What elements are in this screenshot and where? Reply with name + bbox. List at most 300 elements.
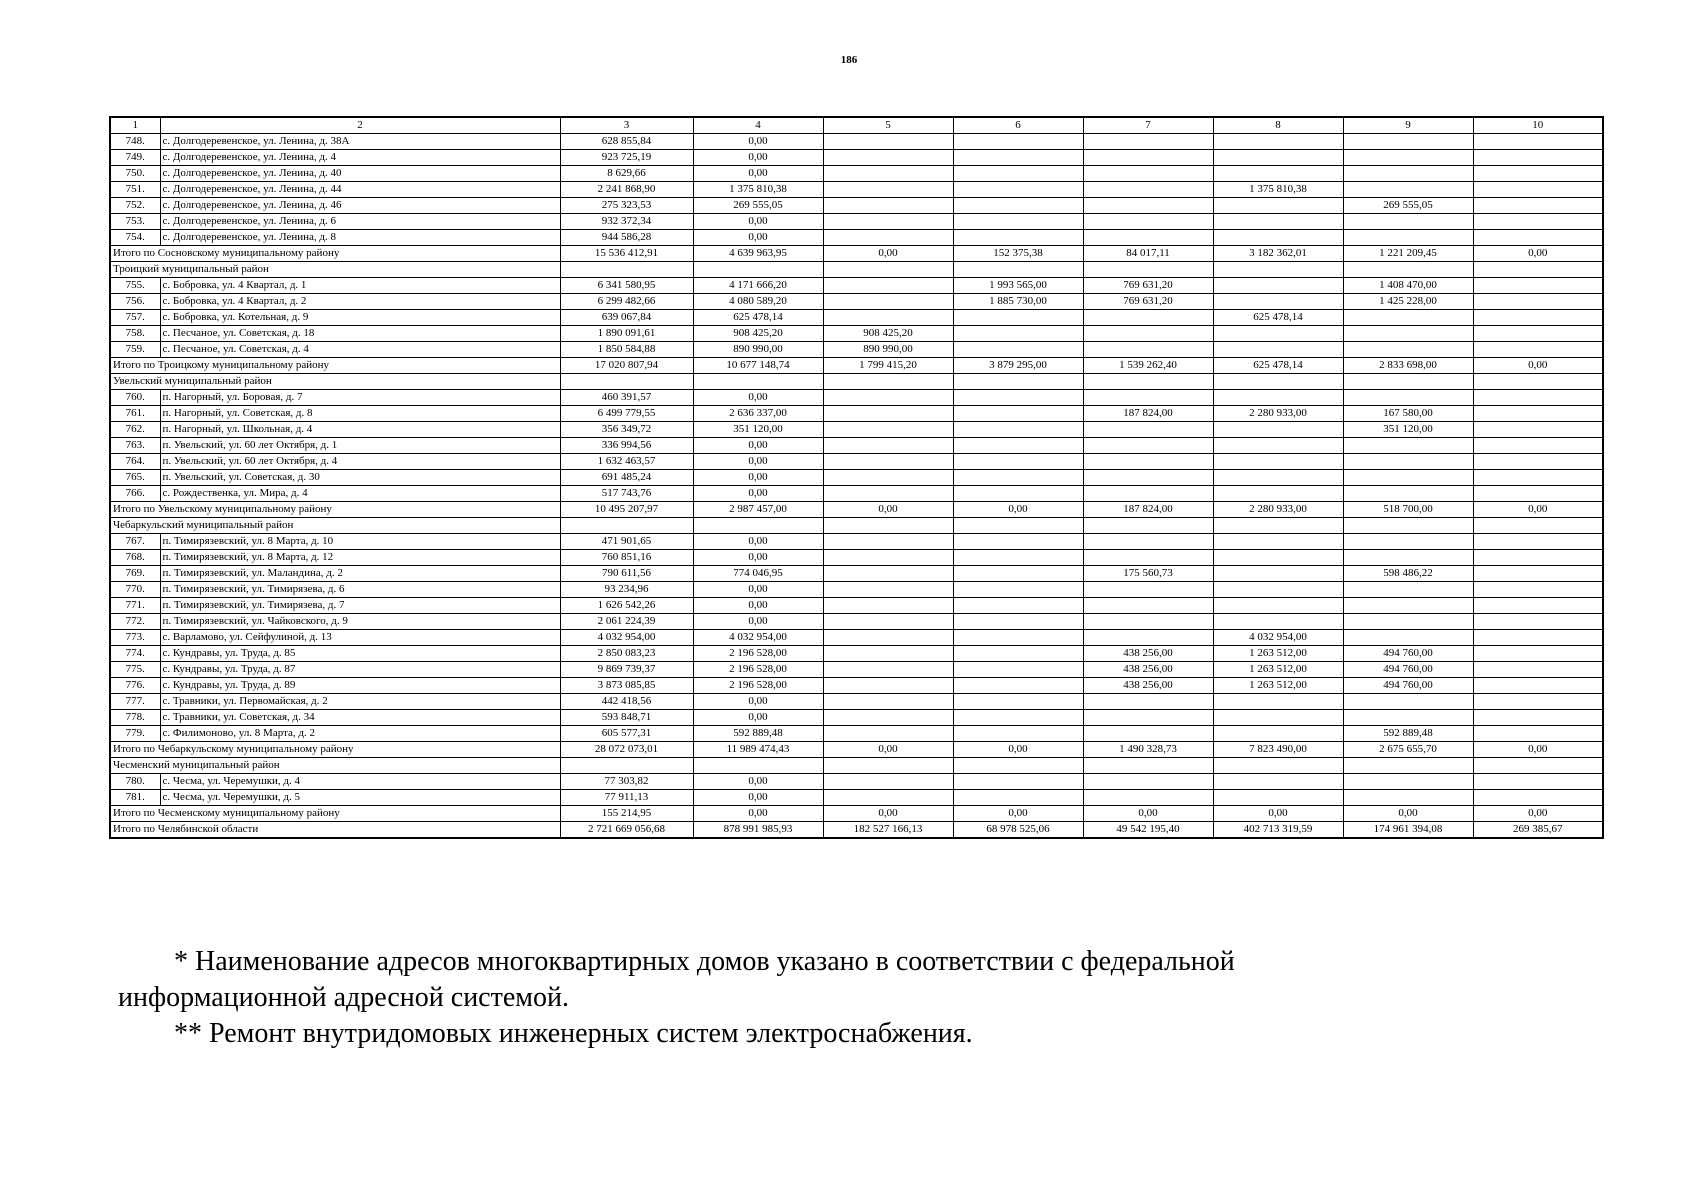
value-cell: 6 299 482,66 (560, 294, 693, 310)
value-cell (1473, 214, 1603, 230)
value-cell (823, 438, 953, 454)
empty-cell (560, 262, 693, 278)
value-cell (1083, 694, 1213, 710)
value-cell: 769 631,20 (1083, 294, 1213, 310)
value-cell (1083, 710, 1213, 726)
value-cell (1083, 598, 1213, 614)
value-cell (823, 406, 953, 422)
value-cell (953, 566, 1083, 582)
value-cell: 356 349,72 (560, 422, 693, 438)
row-number: 768. (110, 550, 160, 566)
empty-cell (823, 262, 953, 278)
value-cell (1473, 710, 1603, 726)
value-cell (1213, 470, 1343, 486)
value-cell (823, 134, 953, 150)
empty-cell (1343, 374, 1473, 390)
value-cell (823, 294, 953, 310)
value-cell: 4 032 954,00 (560, 630, 693, 646)
value-cell: 402 713 319,59 (1213, 822, 1343, 839)
value-cell: 0,00 (693, 790, 823, 806)
district-title: Увельский муниципальный район (110, 374, 560, 390)
value-cell (1343, 486, 1473, 502)
value-cell: 494 760,00 (1343, 646, 1473, 662)
value-cell (953, 342, 1083, 358)
footnote-2: ** Ремонт внутридомовых инженерных систем электроснабжения. (174, 1018, 973, 1049)
table-row (110, 214, 1603, 230)
address-cell: п. Тимирязевский, ул. 8 Марта, д. 10 (160, 534, 560, 550)
row-number: 770. (110, 582, 160, 598)
value-cell (953, 790, 1083, 806)
total-title: Итого по Троицкому муниципальному району (110, 358, 560, 374)
table-row (110, 566, 1603, 582)
value-cell (953, 182, 1083, 198)
value-cell: 0,00 (693, 486, 823, 502)
value-cell (823, 614, 953, 630)
value-cell (953, 326, 1083, 342)
empty-cell (823, 518, 953, 534)
address-cell: с. Кундравы, ул. Труда, д. 87 (160, 662, 560, 678)
value-cell (953, 534, 1083, 550)
table-row (110, 662, 1603, 678)
value-cell (1083, 310, 1213, 326)
table-row (110, 454, 1603, 470)
value-cell: 0,00 (1083, 806, 1213, 822)
value-cell (953, 310, 1083, 326)
value-cell (1083, 182, 1213, 198)
table-row (110, 230, 1603, 246)
grand-total-row (110, 822, 1603, 839)
value-cell: 0,00 (953, 502, 1083, 518)
value-cell: 0,00 (1213, 806, 1343, 822)
row-number: 764. (110, 454, 160, 470)
value-cell (1343, 390, 1473, 406)
value-cell: 471 901,65 (560, 534, 693, 550)
data-table (109, 116, 1604, 839)
empty-cell (1473, 758, 1603, 774)
value-cell: 0,00 (1473, 742, 1603, 758)
value-cell: 4 171 666,20 (693, 278, 823, 294)
value-cell (1213, 230, 1343, 246)
value-cell (1473, 470, 1603, 486)
value-cell: 1 408 470,00 (1343, 278, 1473, 294)
value-cell: 908 425,20 (823, 326, 953, 342)
page-number: 186 (840, 54, 858, 66)
total-title: Итого по Чесменскому муниципальному району (110, 806, 560, 822)
column-header: 4 (693, 117, 823, 134)
value-cell (1083, 630, 1213, 646)
value-cell: 4 080 589,20 (693, 294, 823, 310)
value-cell: 4 639 963,95 (693, 246, 823, 262)
value-cell: 438 256,00 (1083, 646, 1213, 662)
value-cell (953, 406, 1083, 422)
value-cell: 9 869 739,37 (560, 662, 693, 678)
district-header-row (110, 262, 1603, 278)
value-cell (1343, 230, 1473, 246)
column-header: 9 (1343, 117, 1473, 134)
value-cell: 518 700,00 (1343, 502, 1473, 518)
value-cell: 0,00 (1473, 806, 1603, 822)
value-cell: 0,00 (693, 390, 823, 406)
value-cell (1343, 630, 1473, 646)
value-cell (1213, 582, 1343, 598)
value-cell (953, 614, 1083, 630)
row-number: 760. (110, 390, 160, 406)
value-cell (953, 646, 1083, 662)
value-cell: 2 675 655,70 (1343, 742, 1473, 758)
value-cell: 3 879 295,00 (953, 358, 1083, 374)
value-cell: 1 263 512,00 (1213, 646, 1343, 662)
value-cell (1473, 534, 1603, 550)
table-row (110, 438, 1603, 454)
value-cell: 1 885 730,00 (953, 294, 1083, 310)
value-cell: 3 182 362,01 (1213, 246, 1343, 262)
value-cell: 2 987 457,00 (693, 502, 823, 518)
value-cell: 944 586,28 (560, 230, 693, 246)
value-cell: 8 629,66 (560, 166, 693, 182)
address-cell: п. Тимирязевский, ул. Тимирязева, д. 6 (160, 582, 560, 598)
value-cell (1083, 726, 1213, 742)
value-cell (1083, 470, 1213, 486)
value-cell (1343, 326, 1473, 342)
subtotal-row (110, 806, 1603, 822)
address-cell: с. Рождественка, ул. Мира, д. 4 (160, 486, 560, 502)
value-cell: 625 478,14 (1213, 358, 1343, 374)
value-cell: 890 990,00 (693, 342, 823, 358)
subtotal-row (110, 246, 1603, 262)
value-cell (1083, 486, 1213, 502)
row-number: 776. (110, 678, 160, 694)
value-cell (823, 150, 953, 166)
table-row (110, 470, 1603, 486)
value-cell: 0,00 (693, 550, 823, 566)
value-cell: 68 978 525,06 (953, 822, 1083, 839)
value-cell: 1 490 328,73 (1083, 742, 1213, 758)
value-cell (1083, 534, 1213, 550)
value-cell: 0,00 (693, 150, 823, 166)
value-cell: 593 848,71 (560, 710, 693, 726)
value-cell (1213, 134, 1343, 150)
address-cell: с. Песчаное, ул. Советская, д. 4 (160, 342, 560, 358)
value-cell (1213, 566, 1343, 582)
value-cell (953, 486, 1083, 502)
value-cell (1473, 694, 1603, 710)
value-cell (953, 150, 1083, 166)
value-cell (953, 774, 1083, 790)
value-cell (1213, 150, 1343, 166)
value-cell (1213, 166, 1343, 182)
value-cell: 1 425 228,00 (1343, 294, 1473, 310)
empty-cell (953, 518, 1083, 534)
row-number: 780. (110, 774, 160, 790)
value-cell (953, 726, 1083, 742)
table-row (110, 582, 1603, 598)
value-cell (823, 198, 953, 214)
value-cell: 0,00 (693, 598, 823, 614)
empty-cell (560, 758, 693, 774)
value-cell (1083, 774, 1213, 790)
value-cell (823, 582, 953, 598)
row-number: 751. (110, 182, 160, 198)
address-cell: с. Варламово, ул. Сейфулиной, д. 13 (160, 630, 560, 646)
row-number: 777. (110, 694, 160, 710)
value-cell (1473, 342, 1603, 358)
value-cell (1083, 614, 1213, 630)
value-cell (1473, 422, 1603, 438)
value-cell (1213, 390, 1343, 406)
value-cell (1213, 438, 1343, 454)
value-cell (1343, 774, 1473, 790)
district-header-row (110, 758, 1603, 774)
value-cell (1473, 646, 1603, 662)
value-cell (953, 710, 1083, 726)
value-cell: 1 890 091,61 (560, 326, 693, 342)
value-cell: 4 032 954,00 (693, 630, 823, 646)
value-cell: 2 241 868,90 (560, 182, 693, 198)
table-row (110, 630, 1603, 646)
address-cell: с. Песчаное, ул. Советская, д. 18 (160, 326, 560, 342)
row-number: 761. (110, 406, 160, 422)
value-cell (1213, 326, 1343, 342)
value-cell (1083, 582, 1213, 598)
row-number: 762. (110, 422, 160, 438)
column-header: 10 (1473, 117, 1603, 134)
value-cell (1473, 326, 1603, 342)
value-cell (1343, 310, 1473, 326)
value-cell (1083, 342, 1213, 358)
value-cell: 152 375,38 (953, 246, 1083, 262)
empty-cell (693, 758, 823, 774)
value-cell: 0,00 (693, 438, 823, 454)
table-row (110, 182, 1603, 198)
value-cell: 0,00 (823, 806, 953, 822)
row-number: 771. (110, 598, 160, 614)
value-cell (823, 454, 953, 470)
value-cell: 460 391,57 (560, 390, 693, 406)
value-cell: 0,00 (693, 694, 823, 710)
value-cell (823, 230, 953, 246)
value-cell: 605 577,31 (560, 726, 693, 742)
value-cell (1083, 422, 1213, 438)
value-cell (1473, 566, 1603, 582)
column-header: 2 (160, 117, 560, 134)
value-cell: 494 760,00 (1343, 662, 1473, 678)
value-cell (1473, 678, 1603, 694)
value-cell: 932 372,34 (560, 214, 693, 230)
row-number: 752. (110, 198, 160, 214)
address-cell: с. Чесма, ул. Черемушки, д. 5 (160, 790, 560, 806)
value-cell: 7 823 490,00 (1213, 742, 1343, 758)
value-cell (823, 422, 953, 438)
table-row (110, 534, 1603, 550)
value-cell (953, 214, 1083, 230)
value-cell: 0,00 (823, 742, 953, 758)
value-cell: 0,00 (693, 774, 823, 790)
value-cell (1473, 166, 1603, 182)
value-cell: 1 993 565,00 (953, 278, 1083, 294)
value-cell (1343, 710, 1473, 726)
value-cell: 77 911,13 (560, 790, 693, 806)
row-number: 750. (110, 166, 160, 182)
value-cell: 2 833 698,00 (1343, 358, 1473, 374)
address-cell: п. Увельский, ул. Советская, д. 30 (160, 470, 560, 486)
value-cell: 0,00 (693, 614, 823, 630)
value-cell (1343, 582, 1473, 598)
empty-cell (1083, 262, 1213, 278)
value-cell (1213, 198, 1343, 214)
value-cell: 769 631,20 (1083, 278, 1213, 294)
value-cell (1473, 582, 1603, 598)
value-cell: 923 725,19 (560, 150, 693, 166)
value-cell: 592 889,48 (693, 726, 823, 742)
table-row (110, 342, 1603, 358)
value-cell (953, 166, 1083, 182)
value-cell (1473, 598, 1603, 614)
address-cell: с. Бобровка, ул. 4 Квартал, д. 1 (160, 278, 560, 294)
value-cell (1083, 550, 1213, 566)
value-cell (1083, 230, 1213, 246)
value-cell: 351 120,00 (1343, 422, 1473, 438)
row-number: 749. (110, 150, 160, 166)
value-cell: 10 677 148,74 (693, 358, 823, 374)
value-cell: 598 486,22 (1343, 566, 1473, 582)
value-cell (1083, 150, 1213, 166)
value-cell (953, 198, 1083, 214)
value-cell: 790 611,56 (560, 566, 693, 582)
value-cell: 691 485,24 (560, 470, 693, 486)
value-cell (1473, 198, 1603, 214)
row-number: 773. (110, 630, 160, 646)
table-row (110, 406, 1603, 422)
value-cell (1343, 598, 1473, 614)
subtotal-row (110, 358, 1603, 374)
empty-cell (1343, 758, 1473, 774)
value-cell: 0,00 (693, 710, 823, 726)
row-number: 766. (110, 486, 160, 502)
value-cell: 0,00 (693, 534, 823, 550)
value-cell (1343, 454, 1473, 470)
address-cell: с. Долгодеревенское, ул. Ленина, д. 46 (160, 198, 560, 214)
value-cell: 1 263 512,00 (1213, 678, 1343, 694)
empty-cell (1083, 374, 1213, 390)
value-cell (1213, 774, 1343, 790)
empty-cell (823, 374, 953, 390)
address-cell: с. Долгодеревенское, ул. Ленина, д. 38А (160, 134, 560, 150)
row-number: 769. (110, 566, 160, 582)
district-title: Троицкий муниципальный район (110, 262, 560, 278)
value-cell: 2 721 669 056,68 (560, 822, 693, 839)
row-number: 754. (110, 230, 160, 246)
value-cell (1213, 454, 1343, 470)
value-cell (953, 390, 1083, 406)
address-cell: с. Долгодеревенское, ул. Ленина, д. 40 (160, 166, 560, 182)
address-cell: п. Тимирязевский, ул. 8 Марта, д. 12 (160, 550, 560, 566)
value-cell: 93 234,96 (560, 582, 693, 598)
total-title: Итого по Чебаркульскому муниципальному району (110, 742, 560, 758)
value-cell: 182 527 166,13 (823, 822, 953, 839)
value-cell (953, 454, 1083, 470)
row-number: 772. (110, 614, 160, 630)
value-cell (1213, 422, 1343, 438)
column-header: 7 (1083, 117, 1213, 134)
value-cell (1473, 390, 1603, 406)
value-cell (1343, 214, 1473, 230)
empty-cell (1083, 518, 1213, 534)
value-cell (1213, 342, 1343, 358)
address-cell: с. Бобровка, ул. Котельная, д. 9 (160, 310, 560, 326)
row-number: 778. (110, 710, 160, 726)
value-cell (953, 630, 1083, 646)
empty-cell (560, 374, 693, 390)
value-cell: 2 196 528,00 (693, 646, 823, 662)
address-cell: п. Нагорный, ул. Советская, д. 8 (160, 406, 560, 422)
value-cell (953, 678, 1083, 694)
total-title: Итого по Челябинской области (110, 822, 560, 839)
value-cell: 167 580,00 (1343, 406, 1473, 422)
value-cell (1083, 454, 1213, 470)
value-cell (953, 438, 1083, 454)
value-cell (1473, 278, 1603, 294)
address-cell: с. Кундравы, ул. Труда, д. 89 (160, 678, 560, 694)
value-cell: 0,00 (823, 246, 953, 262)
address-cell: с. Чесма, ул. Черемушки, д. 4 (160, 774, 560, 790)
value-cell (823, 310, 953, 326)
value-cell (823, 598, 953, 614)
table-row (110, 294, 1603, 310)
value-cell: 77 303,82 (560, 774, 693, 790)
footnote-1-continuation: информационной адресной системой. (118, 982, 569, 1013)
value-cell: 187 824,00 (1083, 502, 1213, 518)
value-cell: 1 263 512,00 (1213, 662, 1343, 678)
table-row (110, 774, 1603, 790)
value-cell (1473, 150, 1603, 166)
value-cell (1473, 454, 1603, 470)
address-cell: с. Филимоново, ул. 8 Марта, д. 2 (160, 726, 560, 742)
value-cell: 0,00 (1473, 246, 1603, 262)
value-cell: 442 418,56 (560, 694, 693, 710)
value-cell: 3 873 085,85 (560, 678, 693, 694)
address-cell: п. Увельский, ул. 60 лет Октября, д. 4 (160, 454, 560, 470)
value-cell: 1 221 209,45 (1343, 246, 1473, 262)
empty-cell (693, 262, 823, 278)
value-cell: 269 555,05 (693, 198, 823, 214)
row-number: 759. (110, 342, 160, 358)
table-row (110, 694, 1603, 710)
data-table-container (109, 116, 1602, 839)
empty-cell (1473, 518, 1603, 534)
value-cell: 2 061 224,39 (560, 614, 693, 630)
value-cell (1473, 294, 1603, 310)
value-cell (1213, 278, 1343, 294)
value-cell (1213, 214, 1343, 230)
value-cell: 878 991 985,93 (693, 822, 823, 839)
value-cell (953, 422, 1083, 438)
value-cell: 1 626 542,26 (560, 598, 693, 614)
table-row (110, 150, 1603, 166)
row-number: 757. (110, 310, 160, 326)
value-cell (1343, 550, 1473, 566)
address-cell: с. Долгодеревенское, ул. Ленина, д. 6 (160, 214, 560, 230)
value-cell: 1 375 810,38 (693, 182, 823, 198)
address-cell: п. Увельский, ул. 60 лет Октября, д. 1 (160, 438, 560, 454)
value-cell: 275 323,53 (560, 198, 693, 214)
value-cell (1473, 662, 1603, 678)
value-cell: 6 341 580,95 (560, 278, 693, 294)
value-cell: 0,00 (693, 230, 823, 246)
value-cell (1473, 774, 1603, 790)
row-number: 775. (110, 662, 160, 678)
value-cell: 17 020 807,94 (560, 358, 693, 374)
row-number: 756. (110, 294, 160, 310)
